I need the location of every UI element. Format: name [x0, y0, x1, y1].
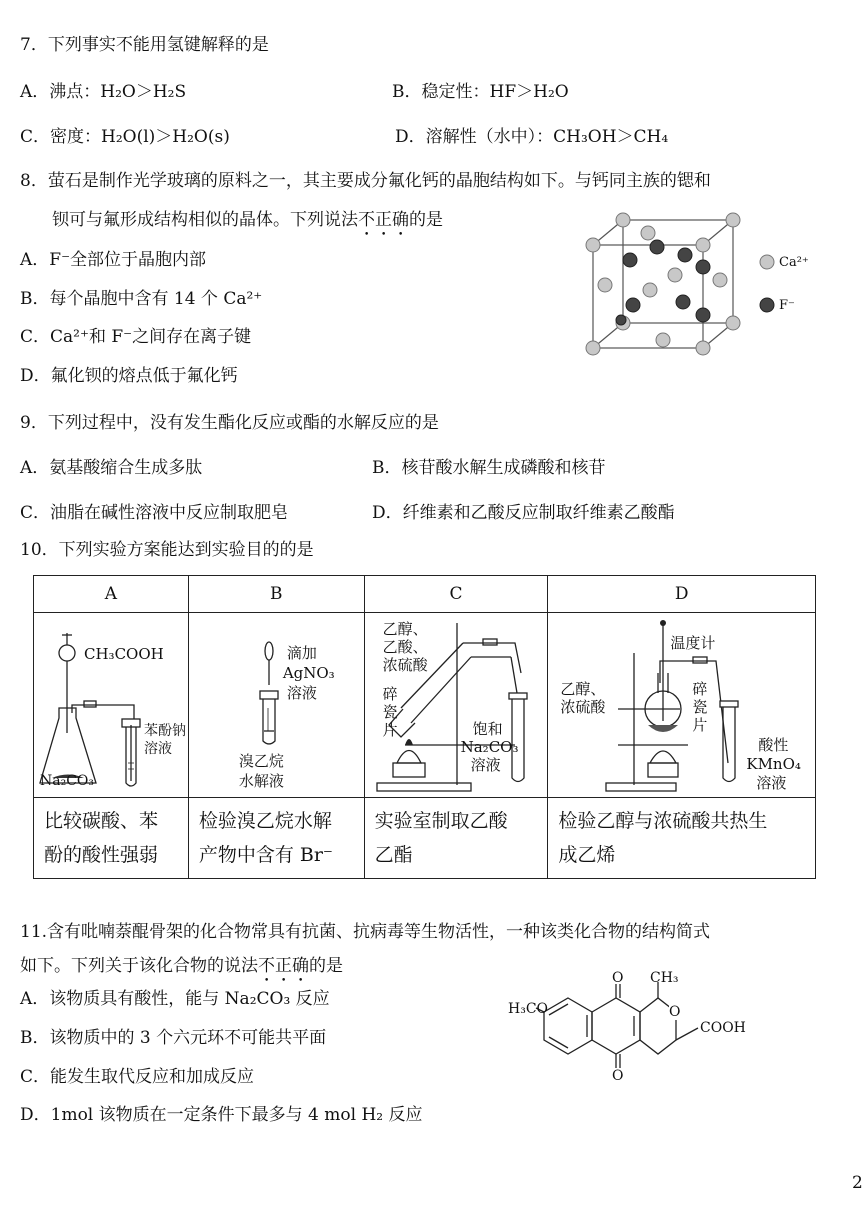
label-acetic-acid-c: 乙酸、 [382, 638, 428, 656]
label-ring-o: O [669, 1004, 681, 1020]
label-acidic: 酸性 [758, 736, 789, 754]
caption-b: 检验溴乙烷水解 产物中含有 Br⁻ [188, 798, 364, 879]
page-number: 2 [852, 1173, 863, 1193]
label-hydrolysate: 水解液 [238, 772, 284, 790]
q9-option-c: C．油脂在碱性溶液中反应制取肥皂 [20, 503, 289, 523]
q7-option-d: D．溶解性（水中）：CH₃OH＞CH₄ [395, 127, 669, 147]
q11-stem-line1: 11.含有吡喃萘醌骨架的化合物常具有抗菌、抗病毒等生物活性，一种该类化合物的结构简式 [20, 922, 711, 942]
q8-stem-line1: 8．萤石是制作光学玻璃的原料之一，其主要成分氟化钙的晶胞结构如下。与钙同主族的锶和 [20, 171, 711, 191]
label-sulfuric-acid-c: 浓硫酸 [382, 656, 428, 674]
label-ethanol-c: 乙醇、 [382, 620, 428, 638]
label-saturated: 饱和 [472, 720, 503, 738]
q9-option-b: B．核苷酸水解生成磷酸和核苷 [372, 458, 606, 478]
legend-ca: Ca²⁺ [779, 255, 809, 270]
q10-stem: 10．下列实验方案能达到实验目的的是 [20, 540, 314, 560]
label-sulfuric-acid-d: 浓硫酸 [560, 698, 606, 716]
label-chip-d2: 瓷 [692, 698, 708, 716]
caption-c: 实验室制取乙酸 乙酯 [364, 798, 548, 879]
q7-option-b: B．稳定性：HF＞H₂O [392, 82, 569, 102]
apparatus-a-drawing [34, 613, 189, 797]
q8-option-d: D．氟化钡的熔点低于氟化钙 [20, 366, 238, 386]
label-bromoethane: 溴乙烷 [238, 752, 284, 770]
label-na2co3-c: Na₂CO₃ [460, 738, 519, 756]
label-chip-c3: 片 [382, 721, 398, 739]
label-cooh: COOH [700, 1020, 746, 1036]
label-chip-d3: 片 [692, 716, 708, 734]
emphasis-text: 不正确 [258, 956, 309, 976]
label-chip-c1: 碎 [382, 685, 398, 703]
q8-option-b: B．每个晶胞中含有 14 个 Ca²⁺ [20, 289, 263, 309]
header-a: A [34, 576, 189, 613]
caption-a: 比较碳酸、苯 酚的酸性强弱 [34, 798, 189, 879]
label-chip-d1: 碎 [692, 680, 708, 698]
caption-d: 检验乙醇与浓硫酸共热生 成乙烯 [548, 798, 816, 879]
header-d: D [548, 576, 816, 613]
legend-f: F⁻ [779, 298, 795, 313]
label-solution-c: 溶液 [470, 756, 501, 774]
q11-option-c: C．能发生取代反应和加成反应 [20, 1067, 255, 1087]
label-sodium-phenoxide: 苯酚钠 [144, 723, 186, 739]
q7-option-a: A．沸点：H₂O＞H₂S [20, 82, 187, 102]
label-solution-a: 溶液 [144, 741, 172, 757]
label-thermometer: 温度计 [670, 634, 716, 652]
label-kmno4: KMnO₄ [746, 755, 801, 773]
q11-option-d: D．1mol 该物质在一定条件下最多与 4 mol H₂ 反应 [20, 1105, 423, 1125]
label-na2co3-a: Na₂CO₃ [40, 773, 95, 789]
label-chip-c2: 瓷 [382, 703, 398, 721]
experiment-table [33, 575, 816, 879]
q9-stem: 9．下列过程中，没有发生酯化反应或酯的水解反应的是 [20, 413, 439, 433]
apparatus-d [548, 613, 816, 798]
apparatus-c [364, 613, 548, 798]
label-solution-d: 溶液 [756, 774, 787, 792]
apparatus-b [188, 613, 364, 798]
apparatus-a [34, 613, 189, 798]
label-agno3: AgNO₃ [282, 664, 335, 682]
label-h3co: H₃CO [508, 1001, 549, 1017]
label-ch3: CH₃ [650, 970, 679, 986]
q8-stem-line2: 钡可与氟形成结构相似的晶体。下列说法不正确的是 [52, 210, 443, 230]
label-dropwise: 滴加 [286, 644, 317, 662]
q7-stem: 7．下列事实不能用氢键解释的是 [20, 35, 269, 55]
crystal-cell-drawing [575, 205, 845, 365]
header-c: C [364, 576, 548, 613]
crystal-cell-figure [575, 205, 845, 365]
label-o-top: O [612, 970, 624, 986]
q7-option-c: C．密度：H₂O(l)＞H₂O(s) [20, 127, 230, 147]
header-b: B [188, 576, 364, 613]
q8-option-c: C．Ca²⁺和 F⁻之间存在离子键 [20, 327, 252, 347]
structural-formula [508, 968, 778, 1088]
label-ethanol-d: 乙醇、 [560, 680, 606, 698]
q9-option-a: A．氨基酸缩合生成多肽 [20, 458, 203, 478]
label-ch3cooh: CH₃COOH [84, 645, 164, 663]
q8-option-a: A．F⁻全部位于晶胞内部 [20, 250, 207, 270]
emphasis-text: 不正确 [358, 210, 409, 230]
q11-option-b: B．该物质中的 3 个六元环不可能共平面 [20, 1028, 327, 1048]
q11-stem-line2: 如下。下列关于该化合物的说法不正确的是 [20, 956, 343, 976]
q11-option-a: A．该物质具有酸性，能与 Na₂CO₃ 反应 [20, 989, 330, 1009]
q9-option-d: D．纤维素和乙酸反应制取纤维素乙酸酯 [372, 503, 675, 523]
label-o-bottom: O [612, 1068, 624, 1084]
label-solution-b: 溶液 [286, 684, 317, 702]
